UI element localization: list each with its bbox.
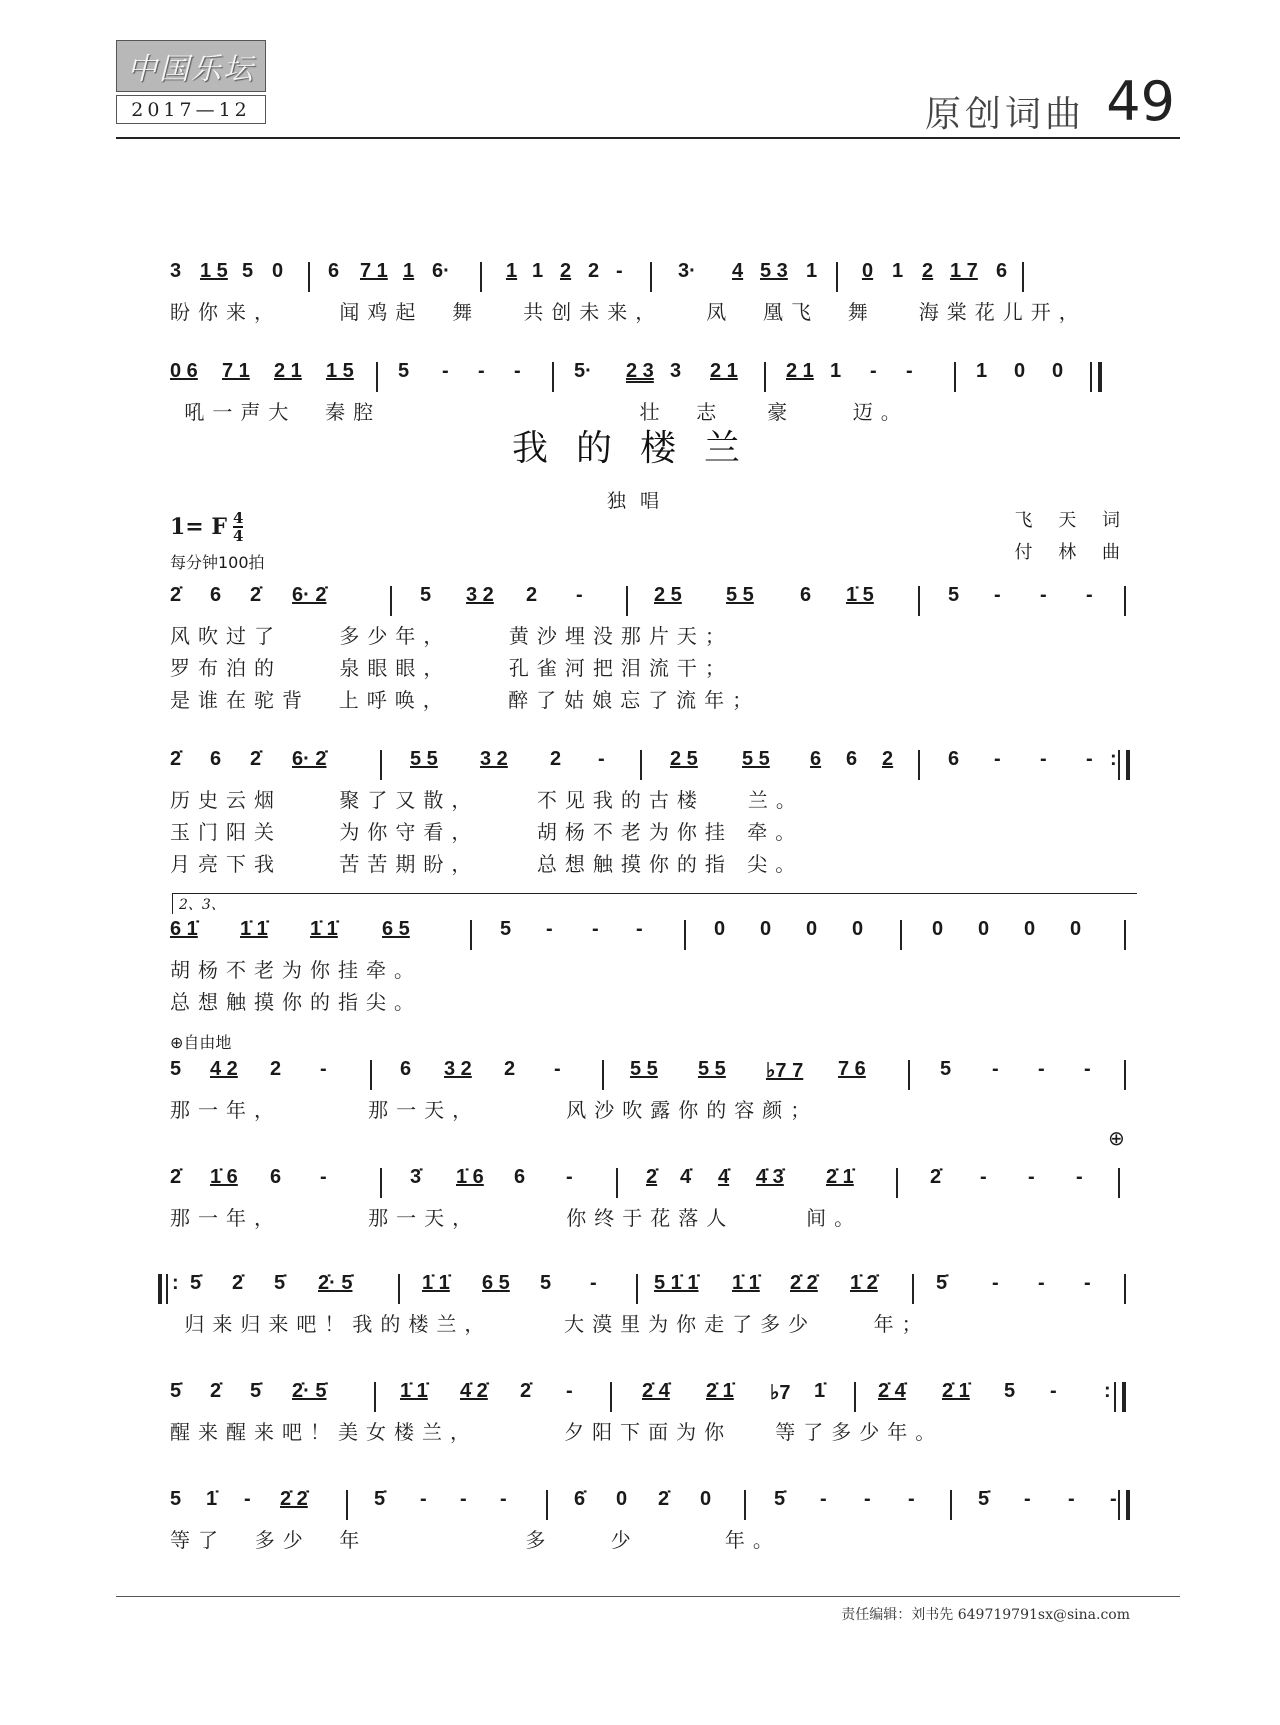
header-divider [116, 137, 1180, 139]
barline [836, 262, 838, 292]
repeat-end-barline [1118, 750, 1130, 780]
song-system-4 [170, 1058, 1130, 1126]
barline [346, 1490, 348, 1520]
barline [398, 1274, 400, 1304]
lyrics-line: 那一年， 那一天， 风沙吹露你的容颜； [170, 1098, 819, 1122]
barline [390, 586, 392, 616]
credits [1015, 505, 1130, 569]
barline [1022, 262, 1024, 292]
barline [950, 1490, 952, 1520]
coda-icon: ⊕ [1108, 1126, 1125, 1150]
song-system-3 [170, 918, 1130, 1018]
barline [602, 1060, 604, 1090]
key-signature [170, 510, 243, 544]
barline [616, 1168, 618, 1198]
barline [636, 1274, 638, 1304]
prev-song-system-1 [170, 260, 1130, 328]
barline [546, 1490, 548, 1520]
barline [1124, 920, 1126, 950]
lyrics-verse-1: 风吹过了 多少年， 黄沙埋没那片天； [170, 624, 733, 648]
notation-line: 2̇ 1̇ 6 6 - 3̇ 1̇ 6 6 - 2̇ 4̇ 4̇ 4̇ 3̇ 2̇ 1̇ 2̇ - - - [170, 1166, 1130, 1202]
song-system-8 [170, 1488, 1130, 1556]
lyrics-line: 醒来醒来吧！美女楼兰， 夕阳下面为你 等了多少年。 [170, 1420, 944, 1444]
barline [470, 920, 472, 950]
composer: 付 林 曲 [1014, 542, 1130, 563]
barline [1124, 1274, 1126, 1304]
notation-line: 5̇ 2̇ 5̇ 2̇· 5̇ 1̇ 1̇ 4̇ 2̇ 2̇ - 2̇ 4̇ 2̇ 1̇ ♭7 1̇ 2̇ 4̇ 2̇ 1̇ 5 - : [170, 1380, 1130, 1416]
barline [308, 262, 310, 292]
barline [380, 1168, 382, 1198]
barline [552, 362, 554, 392]
page-number: 49 [1106, 70, 1175, 133]
magazine-logo: 中国乐坛 [116, 40, 266, 92]
notation-line: : 5̇ 2̇ 5̇ 2̇· 5̇ 1̇ 1̇ 6 5 5 - 5 1̇ 1̇ 1̇ 1̇ 2̇ 2̇ 1̇ 2̇ 5̇ - - - [170, 1272, 1130, 1308]
barline [908, 1060, 910, 1090]
barline [954, 362, 956, 392]
barline [900, 920, 902, 950]
barline [370, 1060, 372, 1090]
barline [650, 262, 652, 292]
tempo-marking: 每分钟100拍 [170, 553, 265, 572]
barline [918, 750, 920, 780]
prev-song-system-2 [170, 360, 1130, 428]
barline [912, 1274, 914, 1304]
barline [1124, 586, 1126, 616]
song-title: 我的楼兰 [511, 428, 768, 469]
repeat-end-barline [1114, 1382, 1126, 1412]
lyrics-verse-3: 总想触摸你的指尖。 [170, 990, 422, 1014]
notation-line: 3 1 5 5 0 6 7 1 1 6· 1 1 2 2 - 3· 4 5 3 1 0 1 2 1 7 6 [170, 260, 1130, 296]
coda-free-tempo-label: ⊕自由地 [170, 1033, 232, 1052]
repeat-start-barline [158, 1274, 168, 1304]
notation-line: 2̇ 6 2̇ 6· 2̇ 5 5 3 2 2 - 2 5 5 5 6 6 2 6 - - - : [170, 748, 1130, 784]
song-system-7 [170, 1380, 1130, 1448]
lyrics-line: 等了 多少 年 多 少 年。 [170, 1528, 781, 1552]
barline [854, 1382, 856, 1412]
barline [374, 1382, 376, 1412]
lyrics-line: 盼你来， 闻鸡起 舞 共创未来， 凤 凰飞 舞 海棠花儿开， [170, 300, 1087, 324]
lyrics-verse-1: 历史云烟 聚了又散， 不见我的古楼 兰。 [170, 788, 804, 812]
barline [744, 1490, 746, 1520]
lyrics-verse-2: 胡杨不老为你挂牵。 [170, 958, 422, 982]
time-signature: $\frac{4}{4}$ [233, 509, 244, 545]
final-barline [1118, 1490, 1130, 1520]
notation-line: 5 1̇ - 2̇ 2̇ 5̇ - - - 6̇ 0 2̇ 0 5̇ - - - 5̇ - - - [170, 1488, 1130, 1524]
song-system-6 [170, 1272, 1130, 1340]
barline [1124, 1060, 1126, 1090]
lyrics-verse-2: 玉门阳关 为你守看， 胡杨不老为你挂 牵。 [170, 820, 804, 844]
lyrics-line: 归来归来吧！我的楼兰， 大漠里为你走了多少 年； [170, 1312, 930, 1336]
barline [918, 586, 920, 616]
section-title: 原创词曲 [924, 94, 1085, 135]
lyrics-line: 那一年， 那一天， 你终于花落人 间。 [170, 1206, 863, 1230]
notation-line: 5 4 2 2 - 6 3 2 2 - 5 5 5 5 ♭7 7 7 6 5 - - - [170, 1058, 1130, 1094]
barline [380, 750, 382, 780]
lyrics-verse-3: 是谁在驼背 上呼唤， 醉了姑娘忘了流年； [170, 688, 761, 712]
editor-credit: 责任编辑：刘书先 649719791sx@sina.com [841, 1607, 1130, 1623]
issue-number: 2017—12 [116, 95, 266, 124]
barline [610, 1382, 612, 1412]
key-label: 1= F [170, 514, 228, 540]
volta-bracket: 2、3、 [172, 893, 1137, 914]
barline [1118, 1168, 1120, 1198]
barline [640, 750, 642, 780]
notation-line: 6 1̇ 1̇ 1̇ 1̇ 1̇ 6 5 5 - - - 0 0 0 0 0 0 0 0 [170, 918, 1130, 954]
masthead [116, 40, 266, 124]
notation-line: 0 6 7 1 2 1 1 5 5 - - - 5· 2 3 3 2 1 2 1 1 - - 1 0 0 [170, 360, 1130, 396]
barline [376, 362, 378, 392]
lyrics-line: 吼一声大 秦腔 壮 志 豪 迈。 [170, 400, 909, 424]
performance-type: 独唱 [606, 490, 673, 512]
final-barline [1090, 362, 1102, 392]
lyricist: 飞 天 词 [1014, 510, 1130, 531]
barline [626, 586, 628, 616]
barline [684, 920, 686, 950]
lyrics-verse-2: 罗布泊的 泉眼眼， 孔雀河把泪流干； [170, 656, 733, 680]
lyrics-verse-3: 月亮下我 苦苦期盼， 总想触摸你的指 尖。 [170, 852, 804, 876]
notation-line: 2̇ 6 2̇ 6· 2̇ 5 3 2 2 - 2 5 5 5 6 1̇ 5 5 - - - [170, 584, 1130, 620]
barline [480, 262, 482, 292]
barline [764, 362, 766, 392]
song-system-1 [170, 584, 1130, 716]
song-system-2 [170, 748, 1130, 880]
barline [896, 1168, 898, 1198]
song-system-5 [170, 1166, 1130, 1234]
footer-divider [116, 1596, 1180, 1597]
